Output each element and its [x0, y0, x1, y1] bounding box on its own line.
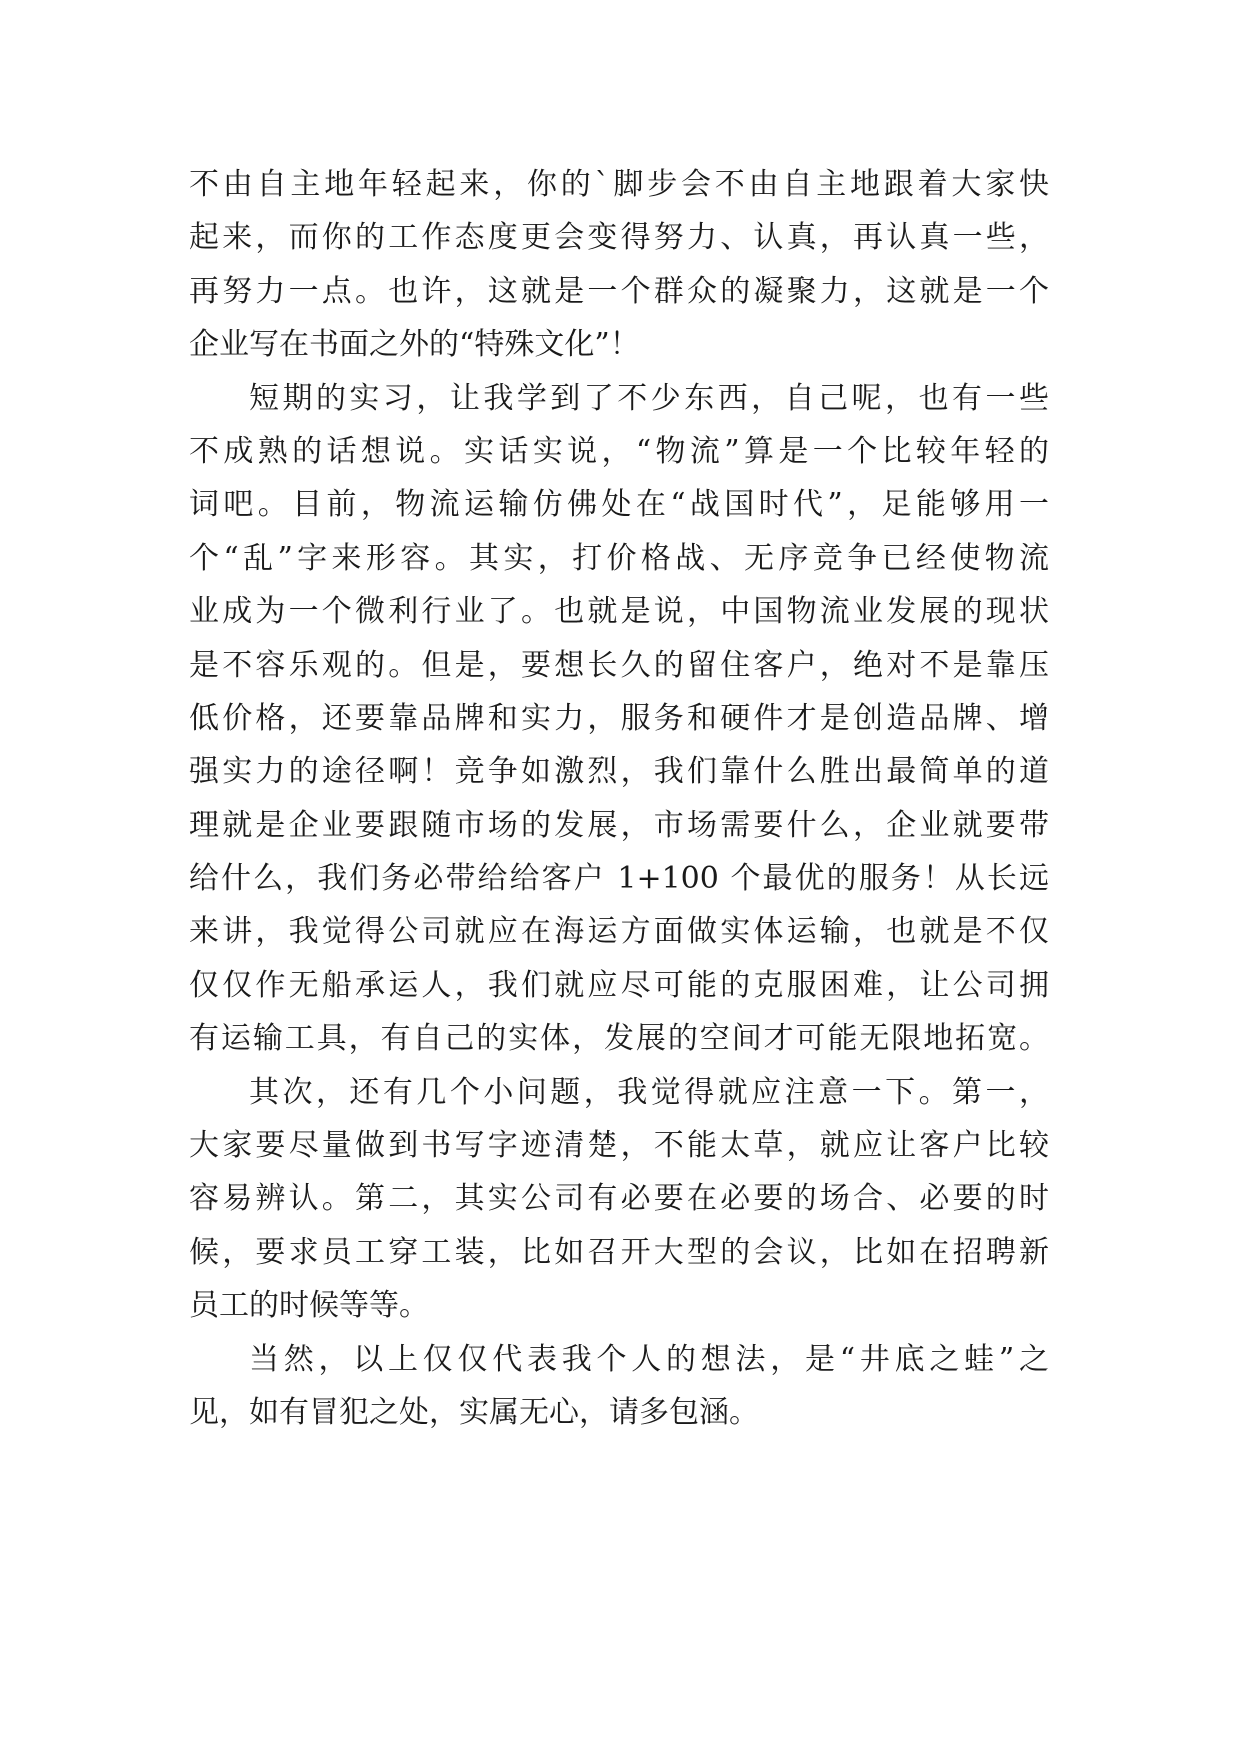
- text-line: 员工的时候等等。: [189, 1288, 429, 1324]
- text-line: 候，要求员工穿工装，比如召开大型的会议，比如在招聘新: [189, 1234, 1049, 1270]
- text-line: 业成为一个微利行业了。也就是说，中国物流业发展的现状: [189, 594, 1049, 630]
- text-line: 是不容乐观的。但是，要想长久的留住客户，绝对不是靠压: [189, 647, 1049, 683]
- text-line: 低价格，还要靠品牌和实力，服务和硬件才是创造品牌、增: [189, 700, 1049, 736]
- text-line: 给什么，我们务必带给给客户 1+100 个最优的服务！从长远: [189, 861, 1049, 897]
- text-line: 理就是企业要跟随市场的发展，市场需要什么，企业就要带: [189, 807, 1049, 843]
- text-line: 来讲，我觉得公司就应在海运方面做实体运输，也就是不仅: [189, 914, 1049, 950]
- paragraph-1: [189, 158, 1049, 372]
- text-line: 见，如有冒犯之处，实属无心，请多包涵。: [189, 1394, 759, 1430]
- text-line: 再努力一点。也许，这就是一个群众的凝聚力，这就是一个: [189, 273, 1049, 309]
- text-line: 起来，而你的工作态度更会变得努力、认真，再认真一些，: [189, 220, 1049, 256]
- text-line: 企业写在书面之外的“特殊文化”！: [189, 327, 640, 363]
- text-line: 仅仅作无船承运人，我们就应尽可能的克服困难，让公司拥: [189, 967, 1049, 1003]
- paragraph-2: [189, 372, 1049, 1066]
- text-line: 容易辨认。第二，其实公司有必要在必要的场合、必要的时: [189, 1181, 1049, 1217]
- text-line: 其次，还有几个小问题，我觉得就应注意一下。第一，: [249, 1074, 1049, 1110]
- text-line: 强实力的途径啊！竞争如激烈，我们靠什么胜出最简单的道: [189, 754, 1049, 790]
- body-text: [189, 158, 1049, 1439]
- text-line: 当然，以上仅仅代表我个人的想法，是“井底之蛙”之: [249, 1341, 1049, 1377]
- text-line: 个“乱”字来形容。其实，打价格战、无序竞争已经使物流: [189, 540, 1049, 576]
- text-line: 大家要尽量做到书写字迹清楚，不能太草，就应让客户比较: [189, 1128, 1049, 1164]
- text-line: 有运输工具，有自己的实体，发展的空间才可能无限地拓宽。: [189, 1021, 1049, 1057]
- text-line: 词吧。目前，物流运输仿佛处在“战国时代”，足能够用一: [189, 487, 1049, 523]
- text-line: 不成熟的话想说。实话实说，“物流”算是一个比较年轻的: [189, 433, 1049, 469]
- paragraph-4: [189, 1333, 1049, 1440]
- text-line: 短期的实习，让我学到了不少东西，自己呢，也有一些: [249, 380, 1049, 416]
- paragraph-3: [189, 1066, 1049, 1333]
- text-line: 不由自主地年轻起来，你的`脚步会不由自主地跟着大家快: [189, 167, 1049, 202]
